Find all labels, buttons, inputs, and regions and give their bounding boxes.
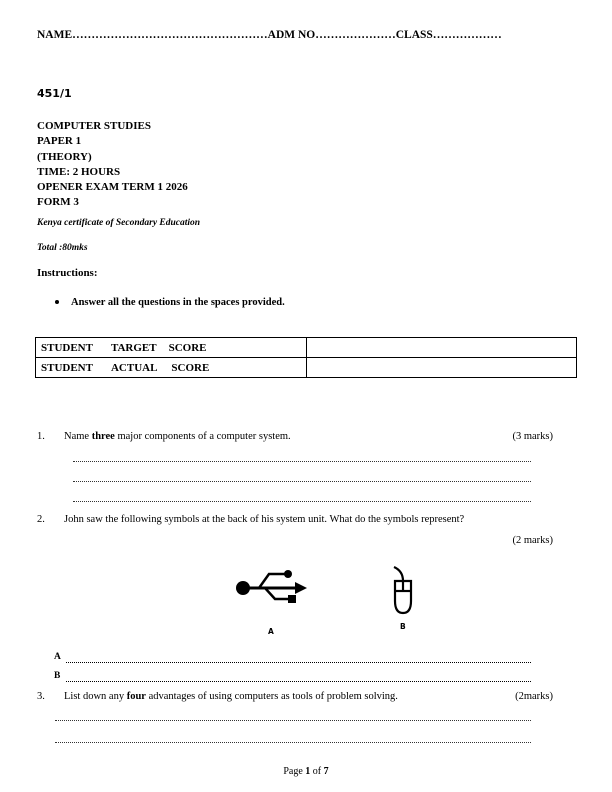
- title-line: TIME: 2 HOURS: [37, 165, 121, 178]
- bullet-icon: [55, 300, 59, 304]
- paper-code: 451/1: [37, 87, 72, 100]
- question-1: 1. Name three major components of a computer system.: [37, 431, 291, 442]
- student-details-line: NAME……………………………………………ADM NO…………………CLASS………………: [37, 29, 502, 41]
- score-table: [35, 337, 577, 378]
- instruction-item: Answer all the questions in the spaces provided.: [55, 297, 285, 308]
- total-marks: Total :80mks: [37, 243, 88, 253]
- exam-title-block: [37, 119, 188, 211]
- certificate-line: Kenya certificate of Secondary Education: [37, 218, 201, 228]
- answer-line-b[interactable]: [66, 681, 531, 682]
- page-number: 1: [305, 766, 311, 777]
- answer-line[interactable]: [73, 501, 531, 502]
- question-3: 3. List down any four advantages of using computers as tools of problem solving.: [37, 691, 398, 702]
- question-2: 2. John saw the following symbols at the back of his system unit. What do the symbols represent?: [37, 514, 465, 525]
- answer-label-a: A: [54, 652, 61, 662]
- answer-line-a[interactable]: [66, 662, 531, 663]
- figure-label-b: B: [400, 622, 406, 631]
- answer-line[interactable]: [73, 481, 531, 482]
- table-row: [36, 338, 577, 358]
- title-line: FORM 3: [37, 196, 79, 209]
- figure-label-a: A: [268, 627, 274, 636]
- title-line: PAPER 1: [37, 135, 82, 148]
- question-1-marks: (3 marks): [512, 431, 553, 442]
- usb-symbol-icon: [233, 565, 311, 611]
- answer-label-b: B: [54, 671, 61, 681]
- page-total: 7: [323, 766, 329, 777]
- title-line: (THEORY): [37, 150, 92, 163]
- mouse-icon: [386, 563, 420, 617]
- score-label-cell: STUDENT ACTUAL SCORE: [36, 358, 307, 378]
- question-3-marks: (2marks): [515, 691, 553, 702]
- instructions-heading: Instructions:: [37, 267, 98, 279]
- score-label-cell: STUDENT TARGET SCORE: [36, 338, 307, 358]
- page-footer: Page 1 of 7: [283, 766, 329, 777]
- answer-line[interactable]: [55, 720, 531, 721]
- title-line: OPENER EXAM TERM 1 2026: [37, 181, 188, 194]
- question-2-marks: (2 marks): [512, 535, 553, 546]
- score-value-cell[interactable]: [307, 338, 577, 358]
- title-line: COMPUTER STUDIES: [37, 120, 151, 132]
- score-value-cell[interactable]: [307, 358, 577, 378]
- table-row: [36, 358, 577, 378]
- answer-line[interactable]: [55, 742, 531, 743]
- answer-line[interactable]: [73, 461, 531, 462]
